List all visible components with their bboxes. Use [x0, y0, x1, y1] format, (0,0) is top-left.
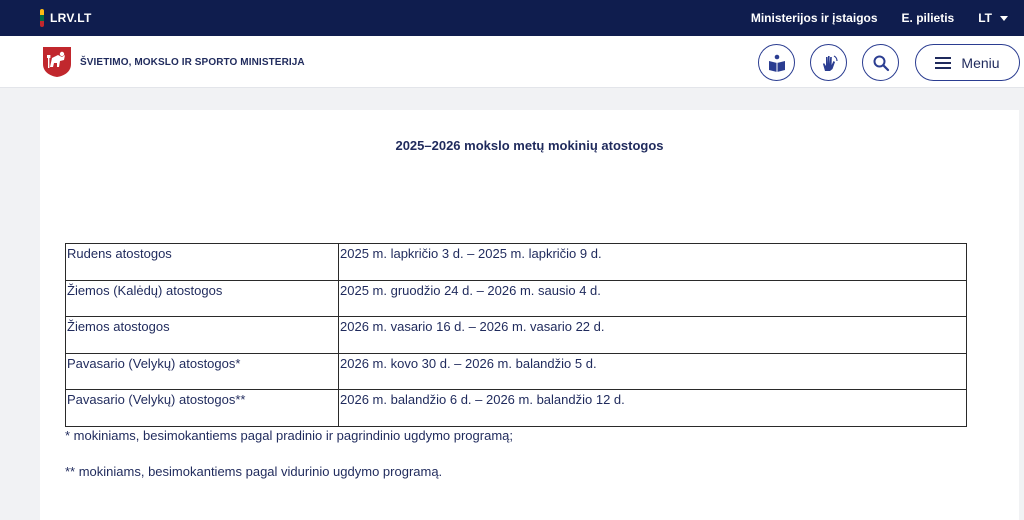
ministry-logo-link[interactable]	[42, 46, 305, 78]
sign-language-icon	[819, 53, 839, 73]
vacation-name: Pavasario (Velykų) atostogos*	[66, 353, 339, 390]
ministry-name: ŠVIETIMO, MOKSLO IR SPORTO MINISTERIJA	[80, 56, 305, 68]
vacation-name: Pavasario (Velykų) atostogos**	[66, 390, 339, 427]
language-selector[interactable]	[978, 11, 1008, 25]
e-citizen-link[interactable]: E. pilietis	[901, 11, 955, 25]
easy-read-button[interactable]	[758, 44, 795, 81]
sign-language-button[interactable]	[810, 44, 847, 81]
coat-of-arms-icon	[42, 46, 72, 78]
footnote-primary: * mokiniams, besimokantiems pagal pradinio ir pagrindinio ugdymo programą;	[65, 428, 513, 443]
vacation-dates: 2026 m. vasario 16 d. – 2026 m. vasario 22 d.	[339, 317, 967, 354]
hamburger-icon	[935, 56, 951, 70]
top-links	[751, 0, 1008, 36]
menu-label: Meniu	[961, 54, 1000, 71]
vacation-dates: 2026 m. balandžio 6 d. – 2026 m. balandžio 12 d.	[339, 390, 967, 427]
search-icon	[872, 54, 890, 72]
table-row	[66, 353, 967, 390]
table-row	[66, 244, 967, 281]
vacation-dates: 2026 m. kovo 30 d. – 2026 m. balandžio 5 d.	[339, 353, 967, 390]
vacation-name: Žiemos (Kalėdų) atostogos	[66, 280, 339, 317]
chevron-down-icon	[1000, 16, 1008, 21]
site-label: LRV.LT	[50, 11, 92, 25]
footnote-secondary: ** mokiniams, besimokantiems pagal vidurinio ugdymo programą.	[65, 464, 443, 479]
easy-read-icon	[767, 53, 787, 73]
vacation-table	[65, 243, 967, 427]
top-bar	[0, 0, 1024, 36]
vacation-name: Žiemos atostogos	[66, 317, 339, 354]
vacation-name: Rudens atostogos	[66, 244, 339, 281]
page-title: 2025–2026 mokslo metų mokinių atostogos	[395, 138, 664, 153]
lrv-home-link[interactable]	[40, 8, 92, 28]
language-label: LT	[978, 11, 992, 25]
menu-button[interactable]	[915, 44, 1020, 81]
table-row	[66, 390, 967, 427]
vacation-dates: 2025 m. lapkričio 3 d. – 2025 m. lapkričio 9 d.	[339, 244, 967, 281]
table-row	[66, 317, 967, 354]
search-button[interactable]	[862, 44, 899, 81]
ministries-link[interactable]: Ministerijos ir įstaigos	[750, 11, 878, 25]
site-header	[0, 36, 1024, 88]
content-card	[40, 110, 1019, 520]
table-row	[66, 280, 967, 317]
vacation-dates: 2025 m. gruodžio 24 d. – 2026 m. sausio 4 d.	[339, 280, 967, 317]
lithuanian-flag-icon	[40, 9, 44, 27]
